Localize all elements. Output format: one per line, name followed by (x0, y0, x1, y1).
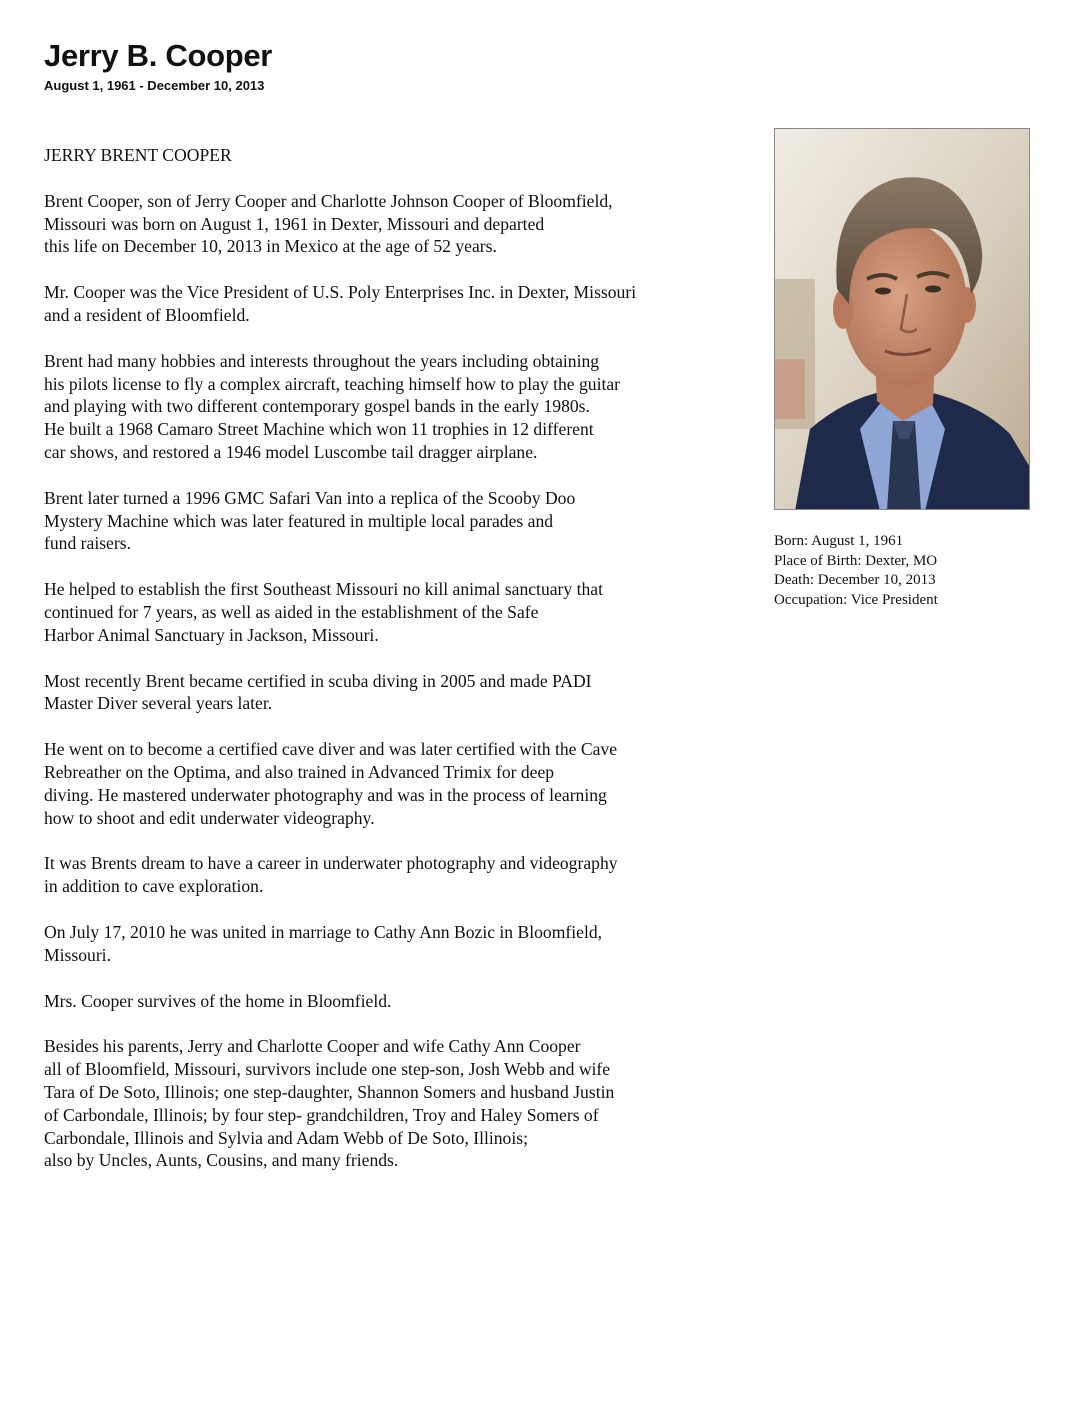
paragraph-survivors: Besides his parents, Jerry and Charlotte Cooper and wife Cathy Ann Cooper all of Bloomfield, Missouri, survivors include one step-son, Josh Webb and wife Tara of De Soto, Illinois; one step-daughter, Shannon Somers and husband Justin of Carbondale, Illinois; by four step- grandchildren, Troy and Haley Somers of Carbondale, Illinois and Sylvia and Adam Webb of De Soto, Illinois; also by Uncles, Aunts, Cousins, and many friends. (44, 1036, 615, 1171)
paragraph-cave-diving: He went on to become a certified cave diver and was later certified with the Cave Rebreather on the Optima, and also trained in Advanced Trimix for deep diving. He mastered underwater photography and was in the process of learning how to shoot and edit underwater videography. (44, 739, 618, 828)
vital-facts (774, 532, 938, 610)
fact-death: Death: December 10, 2013 (774, 572, 936, 589)
fact-occupation: Occupation: Vice President (774, 591, 938, 608)
life-dates: August 1, 1961 - December 10, 2013 (44, 78, 265, 93)
paragraph-spouse: Mrs. Cooper survives of the home in Bloomfield. (44, 990, 392, 1011)
portrait-photo (774, 128, 1030, 510)
page-title: Jerry B. Cooper (44, 38, 273, 73)
paragraph-dream: It was Brents dream to have a career in underwater photography and videography in addition to cave exploration. (44, 853, 618, 897)
fact-place-of-birth: Place of Birth: Dexter, MO (774, 552, 938, 569)
obituary-heading: JERRY BRENT COOPER (44, 145, 232, 165)
obituary-body (44, 144, 774, 1195)
paragraph-mystery-machine: Brent later turned a 1996 GMC Safari Van into a replica of the Scooby Doo Mystery Machine which was later featured in multiple local parades and fund raisers. (44, 487, 576, 554)
fact-born: Born: August 1, 1961 (774, 533, 904, 549)
paragraph-animal-sanctuary: He helped to establish the first Southeast Missouri no kill animal sanctuary that continued for 7 years, as well as aided in the establishment of the Safe Harbor Animal Sanctuary in Jackson, Missouri. (44, 579, 603, 645)
paragraph-hobbies: Brent had many hobbies and interests throughout the years including obtaining his pilots license to fly a complex aircraft, teaching himself how to play the guitar and playing with two different contemporary gospel bands in the early 1980s. He built a 1968 Camaro Street Machine which won 11 trophies in 12 different car shows, and restored a 1946 model Luscombe tail dragger airplane. (44, 350, 621, 462)
paragraph-birth: Brent Cooper, son of Jerry Cooper and Charlotte Johnson Cooper of Bloomfield, Missouri was born on August 1, 1961 in Dexter, Missouri and departed this life on December 10, 2013 in Mexico at the age of 52 years. (44, 190, 613, 257)
paragraph-scuba: Most recently Brent became certified in scuba diving in 2005 and made PADI Master Diver several years later. (44, 670, 592, 714)
paragraph-marriage: On July 17, 2010 he was united in marriage to Cathy Ann Bozic in Bloomfield, Missouri. (44, 921, 603, 965)
paragraph-occupation: Mr. Cooper was the Vice President of U.S. Poly Enterprises Inc. in Dexter, Missouri and a resident of Bloomfield. (44, 282, 637, 325)
